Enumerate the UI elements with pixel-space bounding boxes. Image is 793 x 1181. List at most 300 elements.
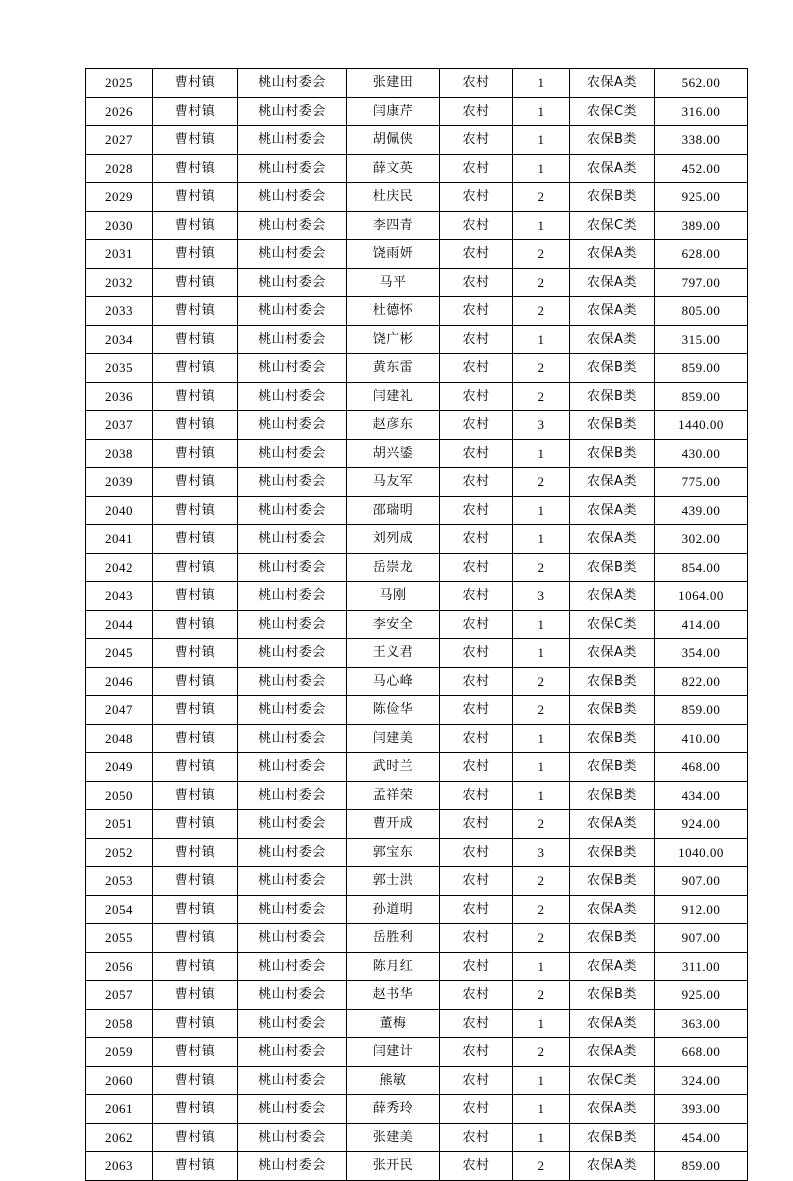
table-row — [86, 97, 748, 126]
cell-type: 农村 — [440, 382, 513, 411]
cell-town: 曹村镇 — [153, 1038, 238, 1067]
cell-village: 桃山村委会 — [238, 610, 347, 639]
cell-amount: 822.00 — [655, 667, 748, 696]
cell-amount: 452.00 — [655, 154, 748, 183]
table-row — [86, 981, 748, 1010]
cell-count: 2 — [513, 468, 570, 497]
cell-town: 曹村镇 — [153, 838, 238, 867]
table-row — [86, 1066, 748, 1095]
cell-amount: 912.00 — [655, 895, 748, 924]
cell-type: 农村 — [440, 354, 513, 383]
table-row — [86, 297, 748, 326]
cell-type: 农村 — [440, 867, 513, 896]
cell-count: 2 — [513, 924, 570, 953]
cell-count: 1 — [513, 211, 570, 240]
cell-amount: 1040.00 — [655, 838, 748, 867]
table-row — [86, 1152, 748, 1181]
cell-category: 农保B类 — [570, 439, 655, 468]
cell-type: 农村 — [440, 895, 513, 924]
cell-count: 2 — [513, 268, 570, 297]
table-row — [86, 154, 748, 183]
cell-name: 郭士洪 — [347, 867, 440, 896]
cell-amount: 907.00 — [655, 867, 748, 896]
cell-id: 2057 — [86, 981, 153, 1010]
cell-amount: 389.00 — [655, 211, 748, 240]
cell-type: 农村 — [440, 667, 513, 696]
cell-name: 胡兴鋈 — [347, 439, 440, 468]
cell-count: 2 — [513, 667, 570, 696]
cell-name: 黄东雷 — [347, 354, 440, 383]
cell-village: 桃山村委会 — [238, 297, 347, 326]
cell-type: 农村 — [440, 525, 513, 554]
cell-amount: 316.00 — [655, 97, 748, 126]
cell-count: 2 — [513, 297, 570, 326]
cell-category: 农保C类 — [570, 97, 655, 126]
cell-category: 农保B类 — [570, 126, 655, 155]
beneficiary-table — [85, 68, 748, 1181]
cell-id: 2033 — [86, 297, 153, 326]
cell-id: 2060 — [86, 1066, 153, 1095]
cell-id: 2026 — [86, 97, 153, 126]
cell-id: 2041 — [86, 525, 153, 554]
cell-village: 桃山村委会 — [238, 240, 347, 269]
table-row — [86, 69, 748, 98]
table-row — [86, 126, 748, 155]
cell-village: 桃山村委会 — [238, 895, 347, 924]
cell-town: 曹村镇 — [153, 952, 238, 981]
cell-category: 农保A类 — [570, 582, 655, 611]
cell-category: 农保A类 — [570, 1095, 655, 1124]
table-row — [86, 439, 748, 468]
cell-amount: 468.00 — [655, 753, 748, 782]
cell-town: 曹村镇 — [153, 610, 238, 639]
cell-village: 桃山村委会 — [238, 810, 347, 839]
cell-category: 农保A类 — [570, 639, 655, 668]
cell-category: 农保A类 — [570, 1009, 655, 1038]
table-row — [86, 810, 748, 839]
cell-amount: 924.00 — [655, 810, 748, 839]
cell-type: 农村 — [440, 126, 513, 155]
table-row — [86, 867, 748, 896]
cell-category: 农保C类 — [570, 211, 655, 240]
cell-count: 1 — [513, 781, 570, 810]
cell-id: 2043 — [86, 582, 153, 611]
cell-type: 农村 — [440, 211, 513, 240]
cell-id: 2047 — [86, 696, 153, 725]
cell-name: 孟祥荣 — [347, 781, 440, 810]
cell-town: 曹村镇 — [153, 1152, 238, 1181]
cell-type: 农村 — [440, 411, 513, 440]
table-row — [86, 1123, 748, 1152]
cell-name: 陈俭华 — [347, 696, 440, 725]
cell-category: 农保A类 — [570, 1038, 655, 1067]
cell-village: 桃山村委会 — [238, 468, 347, 497]
table-row — [86, 1009, 748, 1038]
cell-amount: 311.00 — [655, 952, 748, 981]
cell-town: 曹村镇 — [153, 325, 238, 354]
cell-village: 桃山村委会 — [238, 838, 347, 867]
cell-type: 农村 — [440, 753, 513, 782]
cell-name: 马友军 — [347, 468, 440, 497]
cell-town: 曹村镇 — [153, 924, 238, 953]
cell-id: 2058 — [86, 1009, 153, 1038]
cell-town: 曹村镇 — [153, 1066, 238, 1095]
cell-village: 桃山村委会 — [238, 382, 347, 411]
cell-name: 李四青 — [347, 211, 440, 240]
cell-id: 2052 — [86, 838, 153, 867]
table-row — [86, 411, 748, 440]
cell-id: 2042 — [86, 553, 153, 582]
cell-category: 农保B类 — [570, 753, 655, 782]
cell-town: 曹村镇 — [153, 1123, 238, 1152]
cell-category: 农保B类 — [570, 981, 655, 1010]
cell-category: 农保A类 — [570, 297, 655, 326]
cell-town: 曹村镇 — [153, 1009, 238, 1038]
cell-town: 曹村镇 — [153, 240, 238, 269]
cell-amount: 859.00 — [655, 1152, 748, 1181]
cell-name: 岳胜利 — [347, 924, 440, 953]
cell-type: 农村 — [440, 724, 513, 753]
cell-village: 桃山村委会 — [238, 696, 347, 725]
cell-town: 曹村镇 — [153, 126, 238, 155]
cell-town: 曹村镇 — [153, 981, 238, 1010]
cell-name: 马平 — [347, 268, 440, 297]
cell-count: 3 — [513, 838, 570, 867]
cell-category: 农保B类 — [570, 724, 655, 753]
cell-name: 曹开成 — [347, 810, 440, 839]
cell-type: 农村 — [440, 696, 513, 725]
cell-amount: 805.00 — [655, 297, 748, 326]
table-row — [86, 639, 748, 668]
cell-village: 桃山村委会 — [238, 667, 347, 696]
cell-name: 张开民 — [347, 1152, 440, 1181]
cell-village: 桃山村委会 — [238, 496, 347, 525]
cell-amount: 410.00 — [655, 724, 748, 753]
cell-type: 农村 — [440, 1038, 513, 1067]
cell-id: 2054 — [86, 895, 153, 924]
cell-village: 桃山村委会 — [238, 154, 347, 183]
table-row — [86, 382, 748, 411]
cell-category: 农保B类 — [570, 354, 655, 383]
table-row — [86, 924, 748, 953]
cell-name: 薛文英 — [347, 154, 440, 183]
cell-village: 桃山村委会 — [238, 553, 347, 582]
cell-village: 桃山村委会 — [238, 1123, 347, 1152]
cell-id: 2035 — [86, 354, 153, 383]
cell-amount: 430.00 — [655, 439, 748, 468]
cell-amount: 854.00 — [655, 553, 748, 582]
cell-type: 农村 — [440, 183, 513, 212]
cell-village: 桃山村委会 — [238, 1152, 347, 1181]
cell-amount: 354.00 — [655, 639, 748, 668]
cell-town: 曹村镇 — [153, 411, 238, 440]
cell-count: 1 — [513, 525, 570, 554]
cell-town: 曹村镇 — [153, 582, 238, 611]
cell-count: 1 — [513, 1123, 570, 1152]
cell-village: 桃山村委会 — [238, 1009, 347, 1038]
table-row — [86, 211, 748, 240]
cell-amount: 775.00 — [655, 468, 748, 497]
cell-id: 2030 — [86, 211, 153, 240]
cell-town: 曹村镇 — [153, 211, 238, 240]
cell-town: 曹村镇 — [153, 781, 238, 810]
table-row — [86, 496, 748, 525]
cell-category: 农保C类 — [570, 610, 655, 639]
cell-town: 曹村镇 — [153, 154, 238, 183]
cell-type: 农村 — [440, 97, 513, 126]
table-row — [86, 525, 748, 554]
table-row — [86, 667, 748, 696]
cell-town: 曹村镇 — [153, 354, 238, 383]
cell-category: 农保A类 — [570, 154, 655, 183]
cell-type: 农村 — [440, 268, 513, 297]
cell-amount: 859.00 — [655, 354, 748, 383]
cell-count: 2 — [513, 553, 570, 582]
cell-town: 曹村镇 — [153, 867, 238, 896]
cell-amount: 414.00 — [655, 610, 748, 639]
cell-town: 曹村镇 — [153, 439, 238, 468]
cell-type: 农村 — [440, 1152, 513, 1181]
cell-category: 农保B类 — [570, 867, 655, 896]
cell-town: 曹村镇 — [153, 183, 238, 212]
cell-id: 2036 — [86, 382, 153, 411]
cell-type: 农村 — [440, 468, 513, 497]
cell-village: 桃山村委会 — [238, 1066, 347, 1095]
cell-town: 曹村镇 — [153, 496, 238, 525]
cell-amount: 363.00 — [655, 1009, 748, 1038]
cell-amount: 628.00 — [655, 240, 748, 269]
cell-village: 桃山村委会 — [238, 354, 347, 383]
cell-village: 桃山村委会 — [238, 69, 347, 98]
cell-village: 桃山村委会 — [238, 1038, 347, 1067]
cell-count: 1 — [513, 753, 570, 782]
table-row — [86, 468, 748, 497]
cell-id: 2029 — [86, 183, 153, 212]
cell-town: 曹村镇 — [153, 753, 238, 782]
cell-category: 农保A类 — [570, 1152, 655, 1181]
cell-name: 薛秀玲 — [347, 1095, 440, 1124]
cell-id: 2031 — [86, 240, 153, 269]
cell-count: 1 — [513, 952, 570, 981]
cell-amount: 434.00 — [655, 781, 748, 810]
cell-town: 曹村镇 — [153, 895, 238, 924]
cell-town: 曹村镇 — [153, 553, 238, 582]
cell-category: 农保A类 — [570, 69, 655, 98]
cell-name: 赵彦东 — [347, 411, 440, 440]
cell-type: 农村 — [440, 1009, 513, 1038]
cell-name: 马刚 — [347, 582, 440, 611]
cell-village: 桃山村委会 — [238, 126, 347, 155]
cell-type: 农村 — [440, 924, 513, 953]
cell-count: 2 — [513, 810, 570, 839]
cell-category: 农保A类 — [570, 268, 655, 297]
cell-village: 桃山村委会 — [238, 724, 347, 753]
cell-count: 2 — [513, 1038, 570, 1067]
cell-name: 李安全 — [347, 610, 440, 639]
cell-name: 刘列成 — [347, 525, 440, 554]
table-row — [86, 952, 748, 981]
cell-name: 邵瑞明 — [347, 496, 440, 525]
cell-count: 3 — [513, 582, 570, 611]
cell-name: 张建美 — [347, 1123, 440, 1152]
cell-id: 2039 — [86, 468, 153, 497]
table-row — [86, 895, 748, 924]
cell-count: 1 — [513, 325, 570, 354]
cell-village: 桃山村委会 — [238, 439, 347, 468]
cell-amount: 1064.00 — [655, 582, 748, 611]
cell-type: 农村 — [440, 69, 513, 98]
cell-name: 孙道明 — [347, 895, 440, 924]
cell-category: 农保B类 — [570, 1123, 655, 1152]
cell-village: 桃山村委会 — [238, 952, 347, 981]
cell-type: 农村 — [440, 810, 513, 839]
cell-village: 桃山村委会 — [238, 1095, 347, 1124]
cell-name: 董梅 — [347, 1009, 440, 1038]
cell-category: 农保A类 — [570, 952, 655, 981]
cell-category: 农保A类 — [570, 525, 655, 554]
cell-type: 农村 — [440, 553, 513, 582]
cell-count: 1 — [513, 724, 570, 753]
cell-count: 2 — [513, 183, 570, 212]
cell-type: 农村 — [440, 610, 513, 639]
cell-count: 2 — [513, 1152, 570, 1181]
cell-name: 闫建美 — [347, 724, 440, 753]
cell-type: 农村 — [440, 240, 513, 269]
cell-count: 1 — [513, 1095, 570, 1124]
table-row — [86, 1095, 748, 1124]
cell-name: 武时兰 — [347, 753, 440, 782]
cell-village: 桃山村委会 — [238, 525, 347, 554]
cell-type: 农村 — [440, 582, 513, 611]
cell-village: 桃山村委会 — [238, 781, 347, 810]
cell-count: 1 — [513, 610, 570, 639]
cell-id: 2048 — [86, 724, 153, 753]
cell-count: 3 — [513, 411, 570, 440]
cell-count: 2 — [513, 895, 570, 924]
cell-name: 杜德怀 — [347, 297, 440, 326]
cell-village: 桃山村委会 — [238, 411, 347, 440]
cell-amount: 925.00 — [655, 981, 748, 1010]
cell-type: 农村 — [440, 1066, 513, 1095]
table-row — [86, 354, 748, 383]
cell-count: 1 — [513, 439, 570, 468]
table-row — [86, 183, 748, 212]
cell-count: 2 — [513, 240, 570, 269]
table-row — [86, 838, 748, 867]
cell-id: 2046 — [86, 667, 153, 696]
cell-amount: 393.00 — [655, 1095, 748, 1124]
cell-village: 桃山村委会 — [238, 924, 347, 953]
cell-category: 农保B类 — [570, 667, 655, 696]
cell-count: 1 — [513, 154, 570, 183]
cell-id: 2032 — [86, 268, 153, 297]
cell-id: 2027 — [86, 126, 153, 155]
cell-name: 陈月红 — [347, 952, 440, 981]
cell-category: 农保A类 — [570, 895, 655, 924]
cell-amount: 668.00 — [655, 1038, 748, 1067]
cell-count: 2 — [513, 981, 570, 1010]
cell-name: 马心峰 — [347, 667, 440, 696]
cell-town: 曹村镇 — [153, 69, 238, 98]
cell-town: 曹村镇 — [153, 97, 238, 126]
cell-name: 郭宝东 — [347, 838, 440, 867]
cell-category: 农保B类 — [570, 382, 655, 411]
cell-town: 曹村镇 — [153, 268, 238, 297]
cell-category: 农保A类 — [570, 810, 655, 839]
cell-id: 2049 — [86, 753, 153, 782]
cell-town: 曹村镇 — [153, 382, 238, 411]
cell-village: 桃山村委会 — [238, 582, 347, 611]
cell-category: 农保B类 — [570, 838, 655, 867]
cell-count: 1 — [513, 69, 570, 98]
cell-category: 农保A类 — [570, 325, 655, 354]
cell-amount: 1440.00 — [655, 411, 748, 440]
cell-type: 农村 — [440, 1123, 513, 1152]
cell-town: 曹村镇 — [153, 667, 238, 696]
cell-id: 2053 — [86, 867, 153, 896]
table-row — [86, 240, 748, 269]
cell-amount: 907.00 — [655, 924, 748, 953]
cell-id: 2055 — [86, 924, 153, 953]
cell-id: 2056 — [86, 952, 153, 981]
cell-village: 桃山村委会 — [238, 639, 347, 668]
cell-id: 2063 — [86, 1152, 153, 1181]
table-row — [86, 268, 748, 297]
cell-amount: 859.00 — [655, 382, 748, 411]
cell-village: 桃山村委会 — [238, 268, 347, 297]
cell-category: 农保B类 — [570, 553, 655, 582]
table-row — [86, 696, 748, 725]
cell-amount: 439.00 — [655, 496, 748, 525]
cell-id: 2061 — [86, 1095, 153, 1124]
cell-name: 闫康芹 — [347, 97, 440, 126]
cell-village: 桃山村委会 — [238, 867, 347, 896]
cell-category: 农保B类 — [570, 924, 655, 953]
table-row — [86, 724, 748, 753]
cell-type: 农村 — [440, 952, 513, 981]
cell-category: 农保C类 — [570, 1066, 655, 1095]
cell-category: 农保B类 — [570, 411, 655, 440]
cell-id: 2037 — [86, 411, 153, 440]
table-row — [86, 325, 748, 354]
cell-category: 农保B类 — [570, 183, 655, 212]
cell-count: 1 — [513, 1009, 570, 1038]
cell-village: 桃山村委会 — [238, 211, 347, 240]
cell-town: 曹村镇 — [153, 1095, 238, 1124]
cell-id: 2025 — [86, 69, 153, 98]
cell-id: 2044 — [86, 610, 153, 639]
cell-village: 桃山村委会 — [238, 753, 347, 782]
cell-amount: 302.00 — [655, 525, 748, 554]
cell-amount: 797.00 — [655, 268, 748, 297]
cell-category: 农保A类 — [570, 496, 655, 525]
cell-count: 2 — [513, 867, 570, 896]
cell-amount: 324.00 — [655, 1066, 748, 1095]
cell-name: 胡佩侠 — [347, 126, 440, 155]
cell-town: 曹村镇 — [153, 525, 238, 554]
cell-town: 曹村镇 — [153, 639, 238, 668]
cell-count: 2 — [513, 696, 570, 725]
cell-name: 张建田 — [347, 69, 440, 98]
cell-type: 农村 — [440, 297, 513, 326]
cell-id: 2062 — [86, 1123, 153, 1152]
cell-name: 闫建计 — [347, 1038, 440, 1067]
cell-village: 桃山村委会 — [238, 97, 347, 126]
cell-category: 农保A类 — [570, 468, 655, 497]
cell-name: 饶广彬 — [347, 325, 440, 354]
cell-count: 1 — [513, 126, 570, 155]
cell-village: 桃山村委会 — [238, 183, 347, 212]
